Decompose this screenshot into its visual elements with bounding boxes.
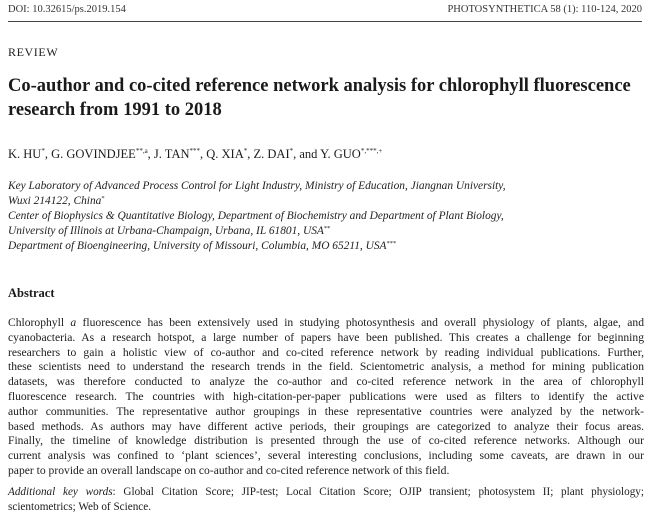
author-affiliation-mark: * <box>243 147 248 155</box>
keywords-label: Additional key words <box>8 486 113 498</box>
affiliation-mark: ** <box>323 225 331 232</box>
abstract-line: Finally, the timeline of knowledge distribution is presented through the use of co-cited reference networks. Although our <box>8 434 644 448</box>
abstract-line: paper to provide an overall landscape on co-author and co-cited reference network of this field. <box>8 463 450 477</box>
abstract-body <box>8 316 644 479</box>
author-affiliation-mark: *** <box>189 147 200 155</box>
author-name: Y. GUO <box>320 147 361 161</box>
affiliation-line-text: Department of Bioengineering, University of Missouri, Columbia, MO 65211, USA <box>8 240 387 252</box>
author-list <box>8 147 382 162</box>
author-name: Q. XIA <box>206 147 244 161</box>
author-name: K. HU <box>8 147 42 161</box>
article-title: Co-author and co-cited reference network analysis for chlorophyll fluorescence research from 1991 to 2018 <box>8 76 631 120</box>
keywords-line: scientometrics; Web of Science. <box>8 500 152 513</box>
abstract-line: based methods. As authors may have different active periods, their groupings are categorized to analyze their focus areas. <box>8 419 644 433</box>
journal-citation: PHOTOSYNTHETICA 58 (1): 110-124, 2020 <box>447 4 642 15</box>
affiliation-mark: *** <box>386 240 397 247</box>
author-separator: , and <box>293 147 321 161</box>
affiliation-line <box>8 239 648 254</box>
article-type-label: REVIEW <box>8 45 59 59</box>
header-rule <box>8 21 642 22</box>
author-name: J. TAN <box>153 147 190 161</box>
keywords-block <box>8 485 644 515</box>
author-affiliation-mark: *,***,+ <box>360 147 383 155</box>
author-separator: , <box>200 147 207 161</box>
running-header <box>8 4 642 20</box>
affiliation-mark: * <box>101 195 105 202</box>
abstract-line: cyanobacteria. As a research hotspot, a large number of papers have been published. This creates a challenge for beginning <box>8 330 644 344</box>
abstract-line: datasets, was therefore conducted to analyze the co-author and co-cited reference network in the area of chlorophyll <box>8 375 644 389</box>
affiliation-line-text: Wuxi 214122, China <box>8 195 102 207</box>
abstract-line: these scientists need to understand the research trends in the field. Scientometric analysis, a method for mining publication <box>8 360 644 374</box>
keywords-line <box>8 485 644 500</box>
affiliation-line: Center of Biophysics & Quantitative Biology, Department of Biochemistry and Department of Plant Biology, <box>8 210 504 222</box>
abstract-heading: Abstract <box>8 286 55 300</box>
keywords-text: : Global Citation Score; JIP-test; Local Citation Score; OJIP transient; photosystem II; plant physiology; <box>112 486 644 498</box>
doi-text[interactable]: DOI: 10.32615/ps.2019.154 <box>8 4 126 15</box>
abstract-line: current analysis was confined to ‘plant sciences’, several interesting conclusions, including some caveats, are drawn in our <box>8 449 644 463</box>
author-name: Z. DAI <box>253 147 290 161</box>
affiliation-line <box>8 194 648 209</box>
abstract-line: author communities. The representative author groupings in these representative countries were analyzed by the network- <box>8 404 644 418</box>
affiliations <box>8 179 648 254</box>
author-affiliation-mark: * <box>41 147 45 155</box>
affiliation-line <box>8 224 648 239</box>
author-separator: , <box>247 147 254 161</box>
abstract-line: Chlorophyll a fluorescence has been extensively used in studying photosynthesis and overall physiology of plants, algae, and <box>8 316 644 329</box>
abstract-line: fluorescence research. The countries with high-citation-per-paper publications were used as filters to identify the active <box>8 389 644 403</box>
affiliation-line-text: University of Illinois at Urbana-Champaign, Urbana, IL 61801, USA <box>8 225 324 237</box>
affiliation-line: Key Laboratory of Advanced Process Control for Light Industry, Ministry of Education, Jiangnan University, <box>8 180 506 192</box>
author-name: G. GOVINDJEE <box>51 147 136 161</box>
author-separator: , <box>44 147 52 161</box>
author-affiliation-mark: **,a <box>135 147 148 155</box>
author-affiliation-mark: * <box>289 147 294 155</box>
author-separator: , <box>147 147 154 161</box>
abstract-line: researchers to gain a holistic view of co-author and co-cited reference network by reading individual publications. Further, <box>8 345 644 359</box>
